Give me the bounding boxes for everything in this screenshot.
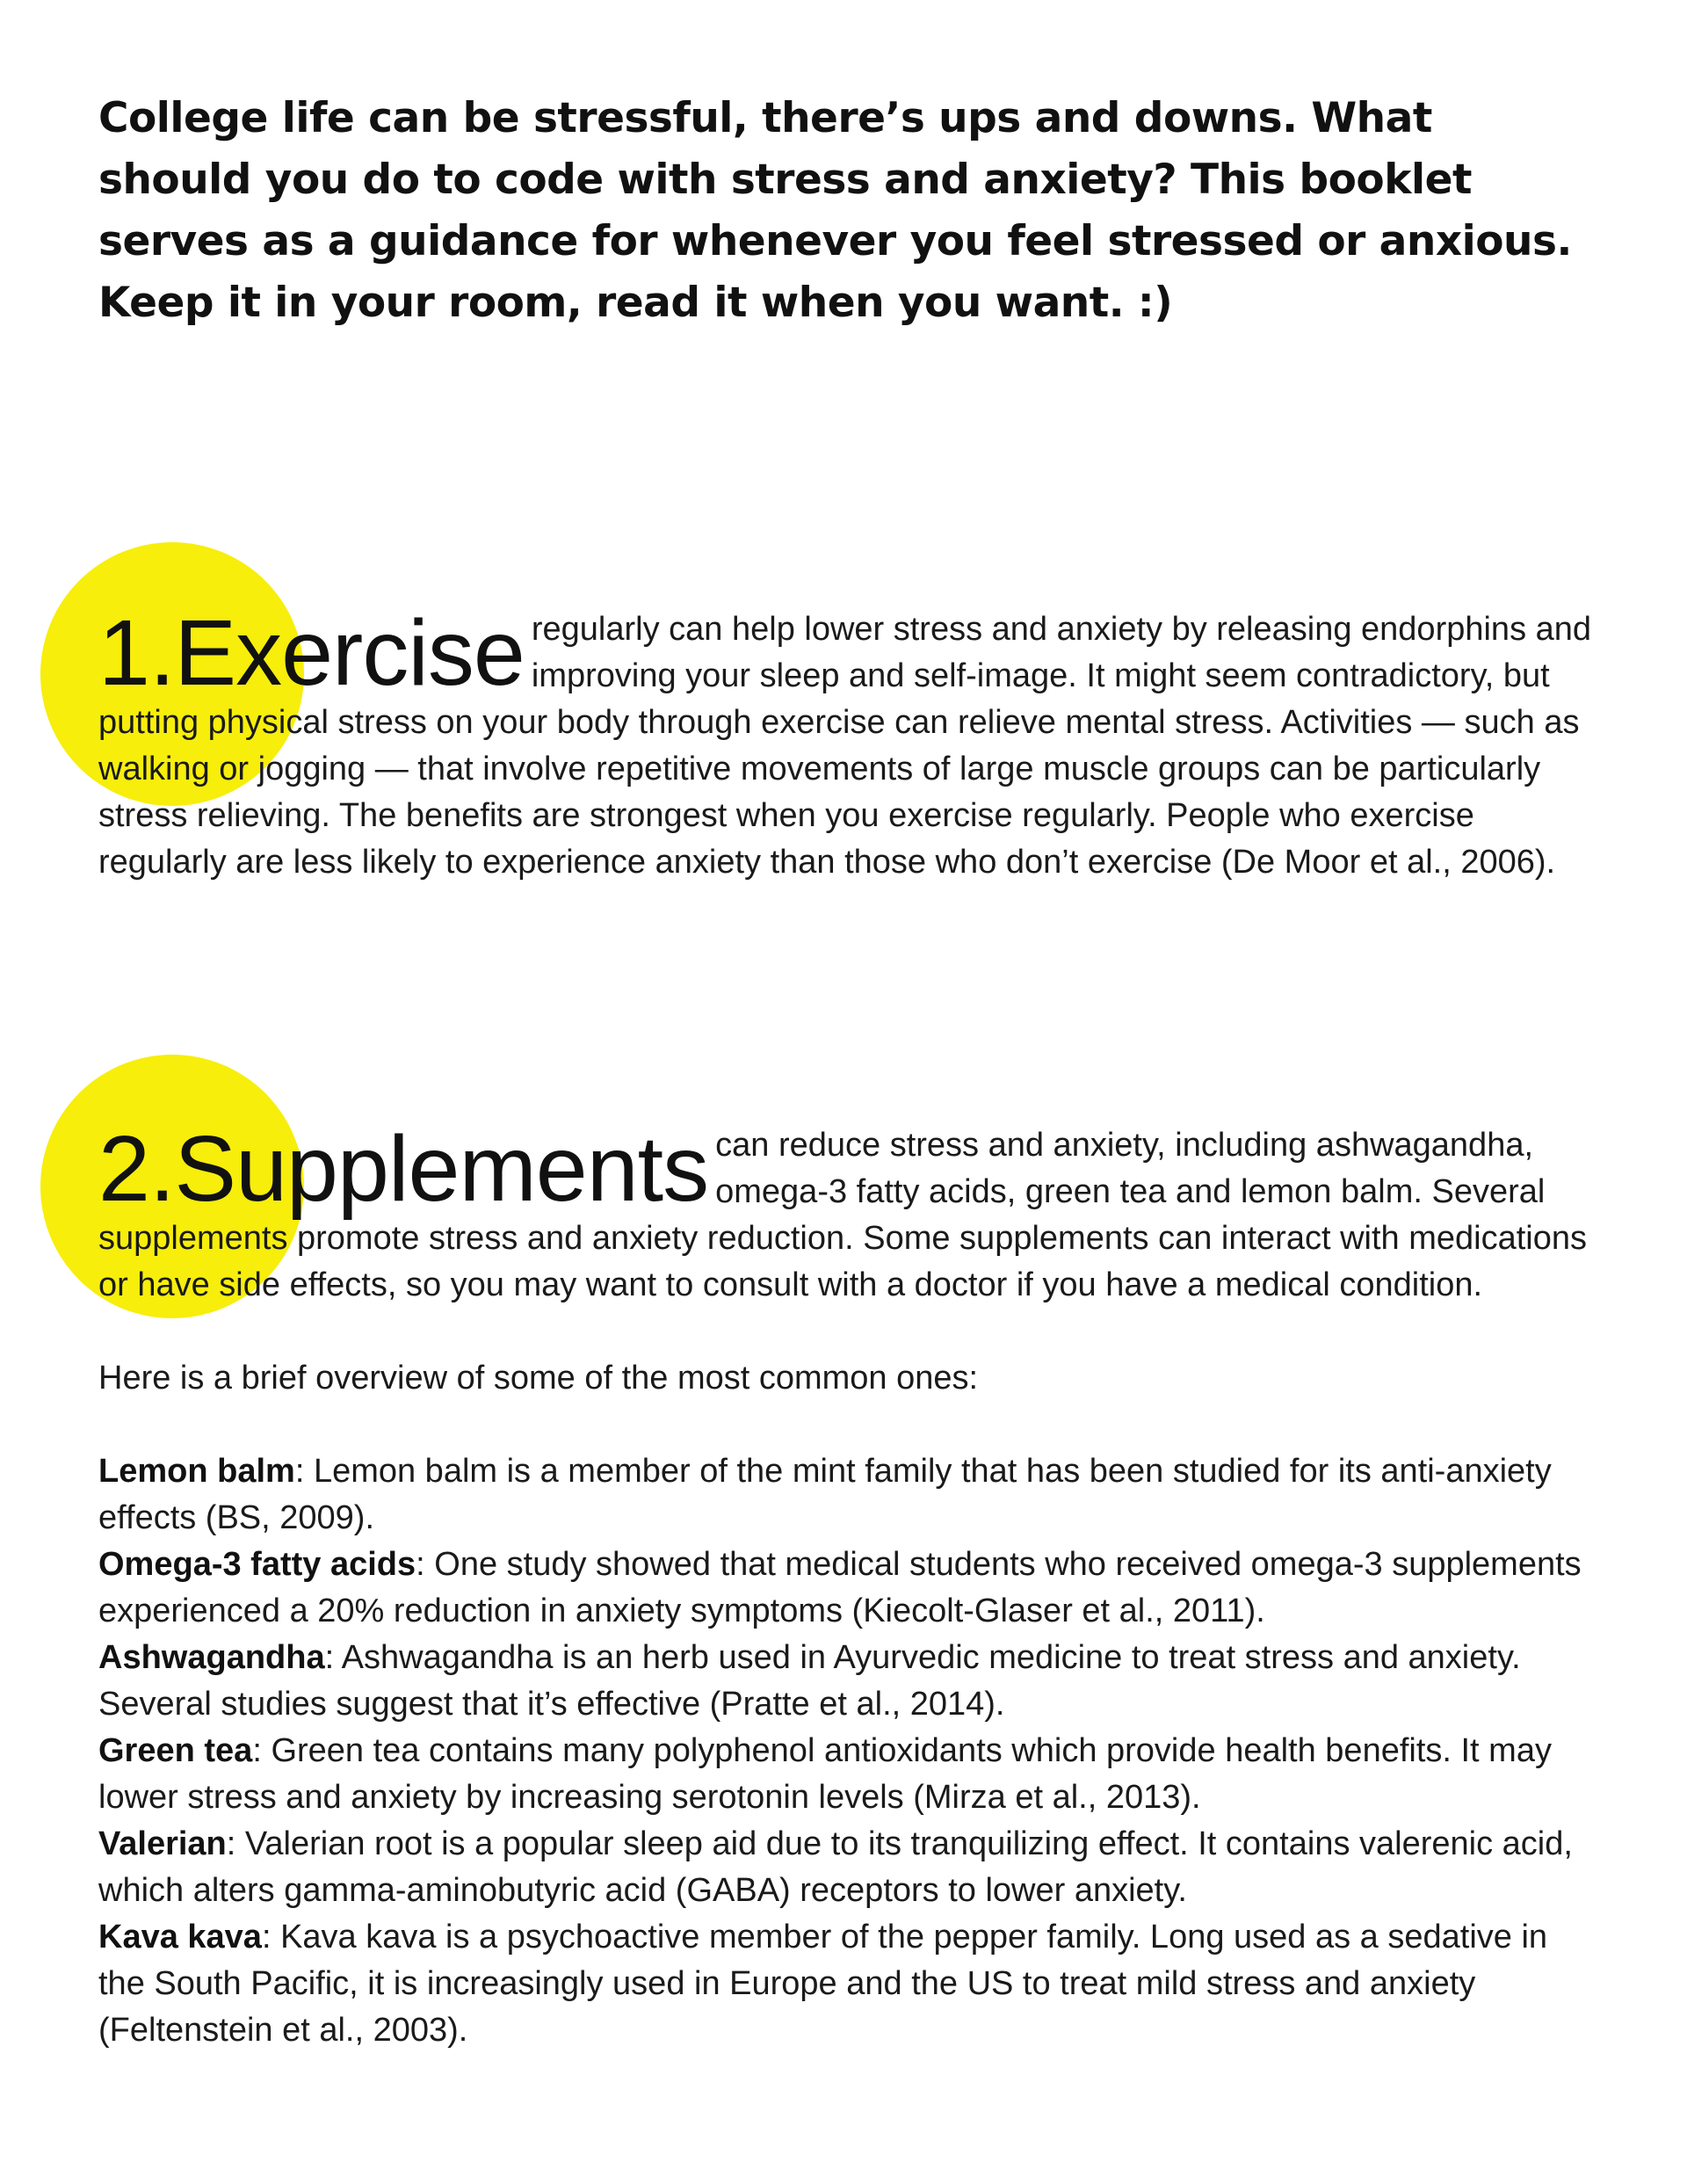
list-item — [98, 1635, 1592, 1728]
section-heading — [98, 1117, 709, 1221]
item-text: Green tea contains many polyphenol antioxidants which provide health benefits. It may lower stress and anxiety by increasing serotonin levels (Mirza et al., 2013). — [98, 1732, 1552, 1816]
list-item — [98, 1821, 1592, 1914]
item-separator: : — [416, 1546, 435, 1583]
supplement-list — [98, 1448, 1592, 2054]
item-name: Kava kava — [98, 1919, 262, 1955]
item-text: Kava kava is a psychoactive member of the pepper family. Long used as a sedative in the South Pacific, it is increasingly used in Europe and the US to treat mild stress and anxiety (Feltenstein et al., 2003). — [98, 1919, 1548, 2049]
section-supplements — [98, 1117, 1592, 2054]
item-separator: : — [252, 1732, 272, 1769]
section-text: regularly can help lower stress and anxiety by releasing endorphins and improving your sleep and self-image. It might seem contradictory, but putting physical stress on your body through exercise can relieve mental stress. Activities — such as walking or jogging — that involve repetitive movements of large muscle groups can be particularly stress relieving. The benefits are strongest when you exercise regularly. People who exercise regularly are less likely to experience anxiety than those who don’t exercise (De Moor et al., 2006). — [98, 611, 1592, 881]
item-text: One study showed that medical students who received omega-3 supplements experienced a 20% reduction in anxiety symptoms (Kiecolt-Glaser et al., 2011). — [98, 1546, 1582, 1629]
item-name: Ashwagandha — [98, 1639, 325, 1676]
section-title: Exercise — [174, 601, 525, 705]
list-item — [98, 1914, 1592, 2054]
spacer — [98, 1402, 1592, 1448]
overview-text: Here is a brief overview of some of the most common ones: — [98, 1360, 979, 1397]
item-separator: : — [294, 1453, 314, 1490]
spacer — [98, 1309, 1592, 1355]
item-text: Lemon balm is a member of the mint family that has been studied for its anti-anxiety effects (BS, 2009). — [98, 1453, 1552, 1536]
section-text: can reduce stress and anxiety, including ashwagandha, omega-3 fatty acids, green tea and lemon balm. Several supplements promote stress and anxiety reduction. Some supplements can interact with medications or have side effects, so you may want to consult with a doctor if you have a medical condition. — [98, 1127, 1587, 1303]
item-name: Green tea — [98, 1732, 253, 1769]
item-separator: : — [324, 1639, 342, 1676]
item-text: Ashwagandha is an herb used in Ayurvedic medicine to treat stress and anxiety. Several studies suggest that it’s effective (Pratte et al., 2014). — [98, 1639, 1521, 1723]
item-text: Valerian root is a popular sleep aid due to its tranquilizing effect. It contains valerenic acid, which alters gamma-aminobutyric acid (GABA) receptors to lower anxiety. — [98, 1825, 1573, 1909]
section-title: Supplements — [174, 1117, 709, 1221]
item-separator: : — [226, 1825, 245, 1862]
section-number: 2. — [98, 1117, 175, 1221]
list-item — [98, 1728, 1592, 1821]
item-name: Lemon balm — [98, 1453, 295, 1490]
section-number: 1. — [98, 601, 175, 705]
item-name: Valerian — [98, 1825, 227, 1862]
intro-text: College life can be stressful, there’s ups and downs. What should you do to code with stress and anxiety? This booklet serves as a guidance for whenever you feel stressed or anxious. Keep it in your room, read it when you want. :) — [98, 94, 1572, 327]
list-item — [98, 1542, 1592, 1635]
section-heading — [98, 601, 525, 705]
item-name: Omega-3 fatty acids — [98, 1546, 416, 1583]
item-separator: : — [261, 1919, 281, 1955]
list-item — [98, 1448, 1592, 1542]
section-exercise — [98, 601, 1592, 886]
